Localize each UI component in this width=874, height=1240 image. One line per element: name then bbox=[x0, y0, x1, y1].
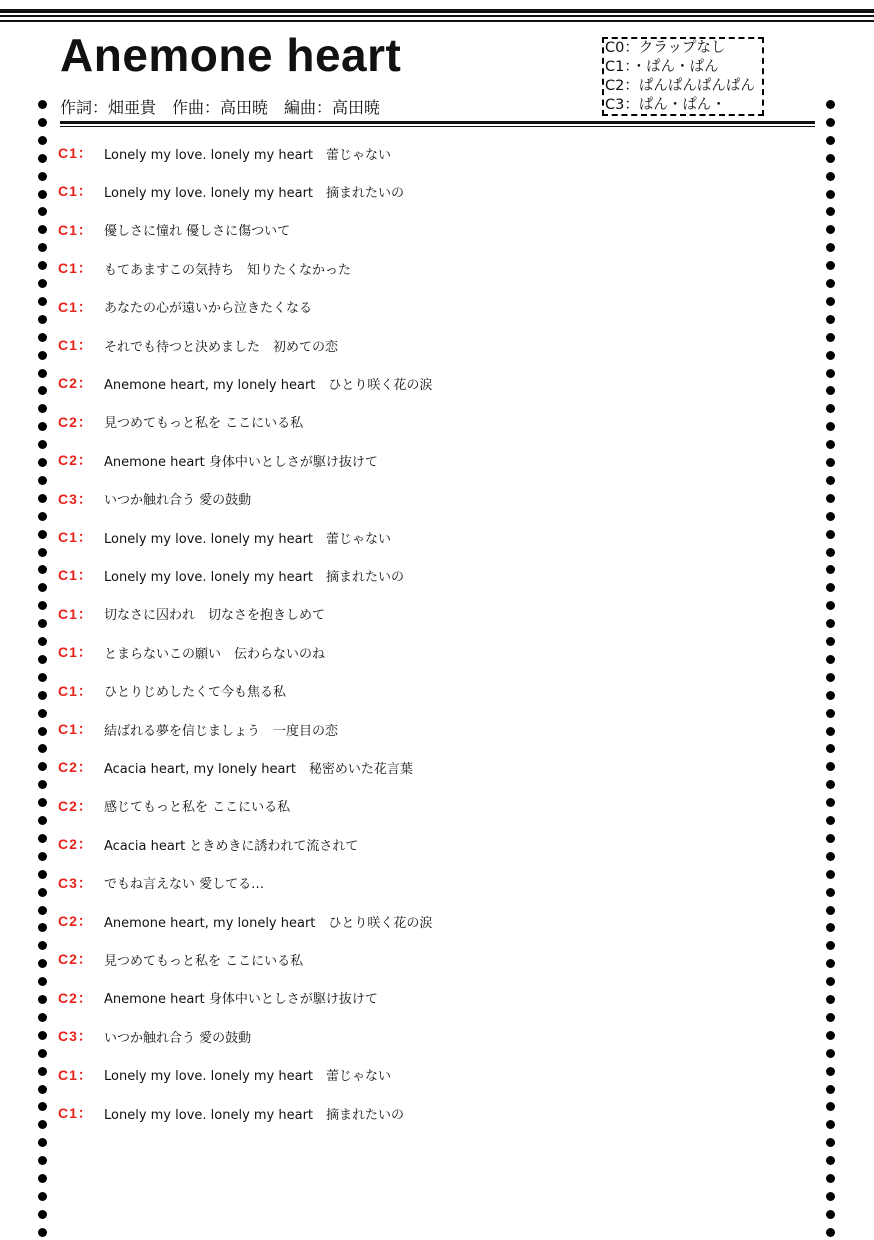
border-dot bbox=[38, 565, 47, 574]
border-dot bbox=[826, 315, 835, 324]
border-dot bbox=[826, 386, 835, 395]
legend-row-c2: C2：ぱんぱんぱんぱん bbox=[605, 78, 755, 94]
song-title: Anemone heart bbox=[60, 29, 402, 81]
border-dot bbox=[826, 1031, 835, 1040]
border-dot bbox=[826, 100, 835, 109]
border-dot bbox=[826, 655, 835, 664]
border-dot bbox=[826, 512, 835, 521]
border-dot bbox=[38, 1120, 47, 1129]
lyric-line bbox=[58, 565, 404, 585]
lyric-line bbox=[58, 258, 351, 278]
border-dot bbox=[38, 1067, 47, 1076]
lyric-text: Acacia heart, my lonely heart 秘密めいた花言葉 bbox=[104, 761, 413, 777]
border-dot bbox=[38, 190, 47, 199]
border-dot bbox=[38, 959, 47, 968]
clap-pattern-tag: C2： bbox=[58, 375, 93, 392]
border-dot bbox=[38, 1210, 47, 1219]
lyric-text: いつか触れ合う 愛の鼓動 bbox=[104, 493, 252, 509]
lyric-text: それでも待つと決めました 初めての恋 bbox=[104, 339, 339, 355]
border-dot bbox=[826, 959, 835, 968]
border-dot bbox=[38, 637, 47, 646]
border-dot bbox=[38, 1102, 47, 1111]
border-dot bbox=[38, 798, 47, 807]
clap-pattern-tag: C2： bbox=[58, 989, 93, 1006]
border-dot bbox=[826, 530, 835, 539]
lyric-line bbox=[58, 988, 378, 1008]
border-dot bbox=[826, 369, 835, 378]
border-dot bbox=[38, 386, 47, 395]
border-dot bbox=[826, 673, 835, 682]
border-dot bbox=[38, 279, 47, 288]
lyric-text: Lonely my love. lonely my heart 摘まれたいの bbox=[104, 185, 405, 201]
clap-pattern-tag: C1： bbox=[58, 260, 93, 277]
border-dot bbox=[38, 816, 47, 825]
border-dot bbox=[826, 422, 835, 431]
clap-pattern-tag: C2： bbox=[58, 951, 93, 968]
border-dot bbox=[38, 1156, 47, 1165]
border-dot bbox=[38, 404, 47, 413]
lyric-text: Lonely my love. lonely my heart 摘まれたいの bbox=[104, 1107, 405, 1123]
lyric-line bbox=[58, 489, 251, 509]
lyric-text: あなたの心が遠いから泣きたくなる bbox=[104, 301, 313, 317]
border-dot bbox=[38, 1174, 47, 1183]
border-dot bbox=[826, 1120, 835, 1129]
border-dot bbox=[38, 476, 47, 485]
lyric-line bbox=[58, 143, 391, 163]
lyric-line bbox=[58, 220, 290, 240]
border-dot bbox=[38, 1192, 47, 1201]
border-dot bbox=[38, 888, 47, 897]
lyric-text: 見つめてもっと私を ここにいる私 bbox=[104, 953, 304, 969]
legend-row-c0: C0：クラップなし bbox=[605, 40, 726, 56]
top-rule-thick bbox=[0, 9, 874, 13]
border-dot bbox=[38, 297, 47, 306]
clap-legend bbox=[602, 37, 764, 116]
top-rule-thin bbox=[0, 20, 874, 22]
lyric-text: Lonely my love. lonely my heart 摘まれたいの bbox=[104, 569, 405, 585]
border-dot bbox=[826, 1228, 835, 1237]
border-dot bbox=[826, 1156, 835, 1165]
border-dot bbox=[38, 619, 47, 628]
header-rule-thick bbox=[60, 121, 815, 124]
lyric-text: Lonely my love. lonely my heart 蕾じゃない bbox=[104, 531, 392, 547]
border-dot bbox=[826, 243, 835, 252]
border-dot bbox=[826, 1192, 835, 1201]
border-dot bbox=[38, 941, 47, 950]
border-dot bbox=[38, 154, 47, 163]
clap-pattern-tag: C2： bbox=[58, 913, 93, 929]
border-dot bbox=[38, 727, 47, 736]
border-dot bbox=[38, 548, 47, 557]
lyric-line bbox=[58, 412, 303, 432]
clap-pattern-tag: C1： bbox=[58, 1105, 93, 1121]
border-dot bbox=[38, 1031, 47, 1040]
border-dot bbox=[38, 494, 47, 503]
lyric-text: Anemone heart 身体中いとしさが駆け抜けて bbox=[104, 454, 378, 470]
border-dot bbox=[826, 118, 835, 127]
border-dot bbox=[826, 494, 835, 503]
lyric-line bbox=[58, 757, 413, 777]
lyric-text: Anemone heart, my lonely heart ひとり咲く花の涙 bbox=[104, 377, 433, 393]
lyric-line bbox=[58, 681, 286, 701]
border-dot bbox=[38, 333, 47, 342]
border-dot bbox=[38, 583, 47, 592]
border-dot bbox=[38, 1228, 47, 1237]
lyric-line bbox=[58, 335, 338, 355]
lyric-line bbox=[58, 1065, 391, 1085]
border-dot bbox=[38, 1085, 47, 1094]
border-dot bbox=[38, 172, 47, 181]
border-dot bbox=[38, 243, 47, 252]
lyric-line bbox=[58, 796, 290, 816]
border-dot bbox=[38, 691, 47, 700]
border-dot bbox=[826, 601, 835, 610]
border-dot bbox=[38, 315, 47, 324]
border-dot bbox=[826, 941, 835, 950]
border-dot bbox=[38, 458, 47, 467]
border-dot bbox=[38, 780, 47, 789]
border-dot bbox=[826, 923, 835, 932]
border-dot bbox=[826, 172, 835, 181]
lyric-line bbox=[58, 949, 303, 969]
lyric-text: Lonely my love. lonely my heart 蕾じゃない bbox=[104, 1069, 392, 1085]
border-dot bbox=[826, 458, 835, 467]
lyric-line bbox=[58, 642, 325, 662]
border-dot bbox=[826, 888, 835, 897]
border-dot bbox=[38, 136, 47, 145]
border-dot bbox=[826, 1067, 835, 1076]
lyric-line bbox=[58, 181, 404, 201]
lyric-line bbox=[58, 450, 378, 470]
border-dot bbox=[38, 261, 47, 270]
lyric-line bbox=[58, 911, 432, 931]
border-dot bbox=[38, 369, 47, 378]
border-dot bbox=[826, 906, 835, 915]
lyric-text: 優しさに憧れ 優しさに傷ついて bbox=[104, 224, 291, 240]
border-dot bbox=[826, 548, 835, 557]
lyric-line bbox=[58, 297, 312, 317]
lyric-line bbox=[58, 373, 432, 393]
border-dot bbox=[826, 619, 835, 628]
lyric-text: 切なさに囚われ 切なさを抱きしめて bbox=[104, 608, 326, 624]
lyric-text: 結ばれる夢を信じましょう 一度目の恋 bbox=[104, 723, 339, 739]
clap-pattern-tag: C2： bbox=[58, 836, 93, 853]
lyric-text: Acacia heart ときめきに誘われて流されて bbox=[104, 838, 359, 854]
lyric-text: 見つめてもっと私を ここにいる私 bbox=[104, 416, 304, 432]
border-dot bbox=[826, 440, 835, 449]
border-dot bbox=[826, 744, 835, 753]
song-credits: 作詞：畑亜貴 作曲：高田暁 編曲：高田暁 bbox=[60, 98, 381, 117]
border-dot bbox=[826, 727, 835, 736]
border-dot bbox=[826, 977, 835, 986]
border-dot bbox=[38, 207, 47, 216]
lyric-text: Lonely my love. lonely my heart 蕾じゃない bbox=[104, 147, 392, 163]
clap-pattern-tag: C1： bbox=[58, 221, 93, 238]
border-dot bbox=[826, 476, 835, 485]
lyric-text: いつか触れ合う 愛の鼓動 bbox=[104, 1030, 252, 1046]
border-dot bbox=[38, 906, 47, 915]
border-dot bbox=[38, 744, 47, 753]
border-dot bbox=[38, 834, 47, 843]
clap-pattern-tag: C2： bbox=[58, 797, 93, 814]
clap-pattern-tag: C3： bbox=[58, 490, 93, 507]
border-dot bbox=[38, 852, 47, 861]
clap-pattern-tag: C1： bbox=[58, 682, 93, 699]
border-dot bbox=[826, 261, 835, 270]
legend-row-c1: C1：・ぱん・ぱん bbox=[605, 59, 719, 75]
border-dot bbox=[826, 1174, 835, 1183]
lyric-line bbox=[58, 604, 325, 624]
border-dot bbox=[826, 136, 835, 145]
border-dot bbox=[38, 923, 47, 932]
lyric-line bbox=[58, 873, 264, 893]
border-dot bbox=[826, 190, 835, 199]
border-dot bbox=[38, 530, 47, 539]
border-dot bbox=[826, 333, 835, 342]
border-dot bbox=[38, 601, 47, 610]
border-dot bbox=[38, 351, 47, 360]
border-dot bbox=[826, 1138, 835, 1147]
border-dot bbox=[38, 440, 47, 449]
border-dot bbox=[826, 995, 835, 1004]
clap-pattern-tag: C2： bbox=[58, 759, 93, 776]
border-dot bbox=[826, 279, 835, 288]
clap-pattern-tag: C1： bbox=[58, 145, 93, 161]
border-dot bbox=[38, 995, 47, 1004]
border-dot bbox=[826, 1013, 835, 1022]
lyric-text: 感じてもっと私を ここにいる私 bbox=[104, 800, 291, 816]
lyric-line bbox=[58, 834, 358, 854]
border-dot bbox=[38, 870, 47, 879]
border-dot bbox=[826, 870, 835, 879]
border-dot bbox=[826, 816, 835, 825]
lyric-text: とまらないこの願い 伝わらないのね bbox=[104, 646, 326, 662]
border-dot bbox=[826, 798, 835, 807]
lyric-line bbox=[58, 719, 338, 739]
border-dot bbox=[826, 834, 835, 843]
clap-pattern-tag: C3： bbox=[58, 874, 93, 891]
clap-pattern-tag: C1： bbox=[58, 183, 93, 200]
border-dot bbox=[826, 583, 835, 592]
border-dot bbox=[826, 225, 835, 234]
border-dot bbox=[38, 655, 47, 664]
clap-pattern-tag: C2： bbox=[58, 452, 93, 469]
border-dot bbox=[38, 762, 47, 771]
border-dot bbox=[38, 1138, 47, 1147]
lyric-line bbox=[58, 527, 391, 547]
clap-pattern-tag: C3： bbox=[58, 1028, 93, 1045]
border-dot bbox=[826, 780, 835, 789]
border-dot bbox=[826, 1102, 835, 1111]
border-dot bbox=[826, 691, 835, 700]
clap-pattern-tag: C1： bbox=[58, 298, 93, 315]
border-dot bbox=[826, 404, 835, 413]
clap-pattern-tag: C1： bbox=[58, 1066, 93, 1083]
border-dot bbox=[38, 422, 47, 431]
clap-pattern-tag: C1： bbox=[58, 721, 93, 737]
border-dot bbox=[826, 351, 835, 360]
border-dot bbox=[826, 762, 835, 771]
border-dot bbox=[38, 1049, 47, 1058]
border-dot bbox=[38, 512, 47, 521]
border-dot bbox=[826, 297, 835, 306]
clap-pattern-tag: C2： bbox=[58, 413, 93, 430]
border-dot bbox=[38, 709, 47, 718]
lyric-line bbox=[58, 1026, 251, 1046]
border-dot bbox=[38, 1013, 47, 1022]
border-dot bbox=[826, 565, 835, 574]
border-dot bbox=[826, 154, 835, 163]
top-rule-middle bbox=[0, 15, 874, 17]
border-dot bbox=[38, 977, 47, 986]
border-dot bbox=[826, 1210, 835, 1219]
clap-pattern-tag: C1： bbox=[58, 567, 93, 584]
lyric-text: Anemone heart 身体中いとしさが駆け抜けて bbox=[104, 992, 378, 1008]
header-rule-thin bbox=[60, 126, 815, 127]
lyric-text: ひとりじめしたくて今も焦る私 bbox=[104, 685, 287, 701]
border-dot bbox=[826, 1085, 835, 1094]
border-dot bbox=[826, 207, 835, 216]
legend-row-c3: C3：ぱん・ぱん・ bbox=[605, 97, 726, 113]
border-dot bbox=[38, 673, 47, 682]
clap-pattern-tag: C1： bbox=[58, 337, 93, 353]
border-dot bbox=[826, 709, 835, 718]
border-dot bbox=[826, 852, 835, 861]
clap-pattern-tag: C1： bbox=[58, 605, 93, 622]
lyric-text: Anemone heart, my lonely heart ひとり咲く花の涙 bbox=[104, 915, 433, 931]
border-dot bbox=[826, 1049, 835, 1058]
lyric-line bbox=[58, 1103, 404, 1123]
clap-pattern-tag: C1： bbox=[58, 529, 93, 545]
border-dot bbox=[38, 225, 47, 234]
clap-pattern-tag: C1： bbox=[58, 644, 93, 661]
border-dot bbox=[38, 100, 47, 109]
lyric-text: でもね言えない 愛してる… bbox=[104, 877, 265, 893]
lyric-text: もてあますこの気持ち 知りたくなかった bbox=[104, 262, 352, 278]
border-dot bbox=[826, 637, 835, 646]
border-dot bbox=[38, 118, 47, 127]
